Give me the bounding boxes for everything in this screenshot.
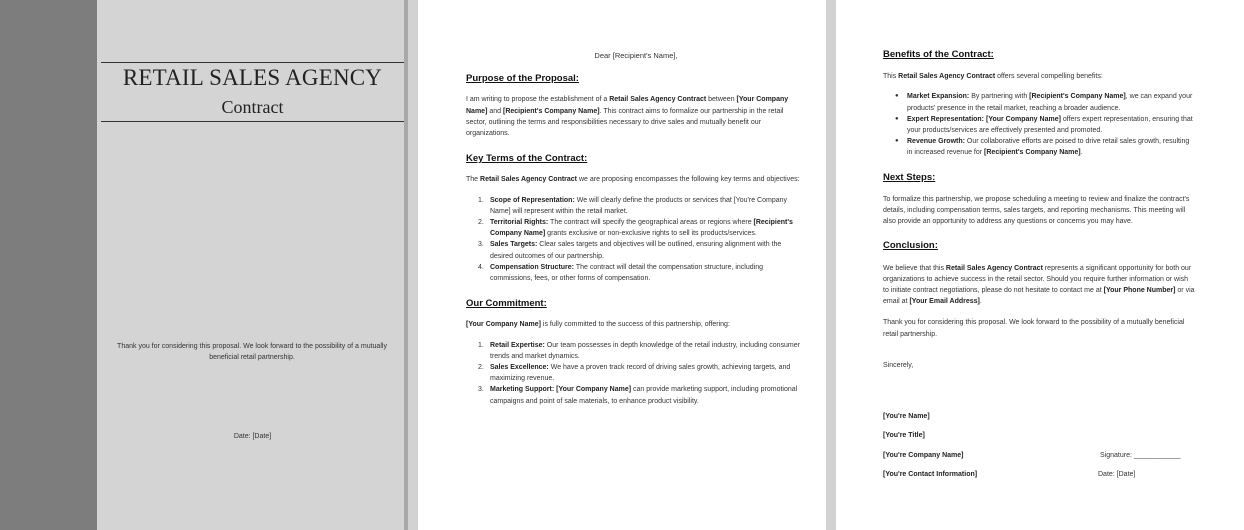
text-run: The contract will specify the geographical areas or regions where	[548, 219, 754, 227]
text-run: We will clearly define the products or services that [You're Company Name] will represent within the retail market.	[490, 196, 788, 215]
benefits-intro	[883, 71, 1195, 82]
text-run: By partnering with	[969, 93, 1030, 101]
list-item	[895, 114, 1195, 136]
closing-sincerely: Sincerely,	[883, 361, 914, 369]
text-run: We believe that this	[883, 264, 946, 272]
bold-text: Marketing Support:	[490, 386, 555, 394]
text-run: This	[883, 73, 899, 81]
text-run: and	[487, 107, 503, 115]
text-run: Clear sales targets and objectives will be outlined, ensuring alignment with the desired outcomes of our partnership.	[490, 241, 782, 260]
text-run: Our team possesses in depth knowledge of the retail industry, including consumer trends and market dynamics.	[490, 341, 800, 360]
commitment-intro	[466, 319, 806, 330]
signature-date: Date: [Date]	[1098, 471, 1136, 478]
cover-bottom-rule	[101, 121, 404, 122]
text-run: .	[979, 298, 982, 306]
text-run: .	[1080, 149, 1083, 157]
list-item	[478, 195, 806, 217]
text-run: or via email at	[883, 287, 1195, 306]
list-marker: 3.	[478, 241, 484, 249]
sender-contact: [You're Contact Information]	[883, 471, 978, 478]
bold-text: Market Expansion:	[907, 93, 970, 101]
text-run: represents a significant opportunity for both our organizations to achieve success in the retail sector. Should you require further information or wish to initiate contract negotiations, please do not hesitate to contact me at	[883, 264, 1192, 295]
text-run: offers expert representation, ensuring that your products/services are effectively presented and promoted.	[907, 115, 1193, 135]
list-marker: ●	[895, 138, 899, 145]
list-marker: 2.	[478, 364, 484, 372]
list-item	[895, 91, 1195, 113]
text-run: grants exclusive or non-exclusive rights to sell its products/services.	[545, 230, 757, 238]
list-marker: 4.	[478, 263, 484, 271]
bold-text: Territorial Rights:	[490, 219, 549, 227]
letter-page-2	[418, 0, 826, 530]
list-item	[478, 262, 806, 284]
bold-text: [Recipient's Company Name]	[490, 219, 793, 238]
list-item	[895, 136, 1195, 158]
sender-company: [You're Company Name]	[883, 452, 964, 459]
list-item	[478, 217, 806, 239]
commitment-list	[466, 340, 806, 407]
bold-text: Revenue Growth:	[907, 138, 965, 146]
bold-text: Retail Sales Agency Contract	[609, 96, 707, 104]
bold-text: [Your Company Name]	[985, 115, 1061, 123]
sender-name: [You're Name]	[883, 413, 930, 420]
bold-text: [Your Company Name]	[556, 386, 632, 394]
commitment-heading: Our Commitment:	[466, 298, 547, 310]
list-marker: 1.	[478, 196, 484, 204]
bold-text: [Your Company Name]	[466, 96, 789, 115]
cover-page	[0, 0, 408, 530]
bold-text: [Your Email Address]	[909, 298, 980, 306]
text-run: Our collaborative efforts are poised to drive retail sales growth, resulting in increased revenue for	[907, 138, 1190, 157]
bold-text: Compensation Structure:	[490, 263, 575, 271]
conclusion-heading: Conclusion:	[883, 240, 938, 252]
bold-text: Retail Sales Agency Contract	[480, 176, 578, 184]
sender-title: [You're Title]	[883, 432, 925, 439]
cover-spine	[0, 0, 97, 530]
list-item	[478, 384, 806, 406]
next-steps-paragraph	[883, 194, 1195, 228]
text-run: We have a proven track record of driving sales growth, achieving targets, and maximizing revenue.	[490, 364, 791, 383]
text-run: between	[706, 96, 737, 104]
bold-text: Retail Sales Agency Contract	[898, 73, 996, 81]
text-run: The	[466, 176, 481, 184]
list-marker: ●	[895, 93, 899, 100]
cover-date: Date: [Date]	[233, 433, 272, 440]
page-gutter	[408, 0, 418, 530]
bold-text: [Your Phone Number]	[1103, 287, 1176, 295]
bold-text: Sales Targets:	[490, 241, 538, 249]
text-run: To formalize this partnership, we propose scheduling a meeting to review and finalize the contract's details, including compensation terms, sales targets, and reporting mechanisms. This meeting will also provide an opportunity to address any questions or concerns you may have.	[883, 195, 1190, 226]
text-run: offers several compelling benefits:	[995, 73, 1103, 81]
next-steps-heading: Next Steps:	[883, 171, 936, 183]
list-marker: 3.	[478, 386, 484, 394]
closing-thanks: Thank you for considering this proposal. We look forward to the possibility of a mutually beneficial retail partnership.	[883, 319, 1185, 338]
page-gutter	[826, 0, 836, 530]
bold-text: [Recipient's Company Name]	[502, 107, 600, 115]
bold-text: Expert Representation:	[907, 115, 985, 123]
text-run: we are proposing encompasses the following key terms and objectives:	[577, 176, 800, 184]
text-run: is fully committed to the success of this partnership, offering:	[540, 321, 730, 329]
text-run: , we can expand your products' presence in the retail market, reaching a broader audience.	[907, 93, 1193, 112]
bold-text: Retail Expertise:	[490, 341, 545, 349]
text-run: I am writing to propose the establishment of a	[466, 96, 610, 104]
key-terms-intro	[466, 174, 806, 185]
bold-text: Scope of Representation:	[490, 196, 575, 204]
bold-text: [Your Company Name]	[466, 321, 541, 329]
salutation: Dear [Recipient's Name],	[594, 51, 678, 60]
bold-text: [Recipient's Company Name]	[1029, 93, 1126, 101]
cover-title: RETAIL SALES AGENCY	[122, 65, 383, 90]
bold-text: Retail Sales Agency Contract	[945, 264, 1043, 272]
cover-subtitle: Contract	[221, 97, 284, 117]
list-item	[478, 239, 806, 261]
text-run: . This contract aims to formalize our partnership in the retail sector, outlining the terms and responsibilities necessary to drive sales and mutually benefit our organizations.	[466, 107, 784, 138]
list-item	[478, 340, 806, 362]
purpose-heading: Purpose of the Proposal:	[466, 73, 579, 85]
list-item	[478, 362, 806, 384]
benefits-list	[883, 91, 1195, 158]
conclusion-paragraph	[883, 263, 1195, 308]
text-run: can provide marketing support, including promotional campaigns and point of sale materials, to enhance product visibility.	[490, 386, 798, 405]
bold-text: Sales Excellence:	[490, 364, 549, 372]
key-terms-heading: Key Terms of the Contract:	[466, 153, 588, 165]
bold-text: [Recipient's Company Name]	[984, 149, 1081, 157]
list-marker: 1.	[478, 341, 484, 349]
benefits-heading: Benefits of the Contract:	[883, 49, 994, 60]
purpose-paragraph	[466, 94, 806, 139]
signature-line: Signature: ____________	[1100, 452, 1181, 459]
key-terms-list	[466, 195, 806, 285]
list-marker: 2.	[478, 219, 484, 227]
list-marker: ●	[895, 115, 899, 122]
cover-thanks-text: Thank you for considering this proposal. We look forward to the possibility of a mutually beneficial retail partnership.	[117, 343, 387, 361]
cover-top-rule	[101, 62, 404, 63]
letter-page-3	[836, 0, 1244, 530]
text-run: The contract will detail the compensation structure, including commissions, fees, or other forms of compensation.	[490, 263, 763, 283]
